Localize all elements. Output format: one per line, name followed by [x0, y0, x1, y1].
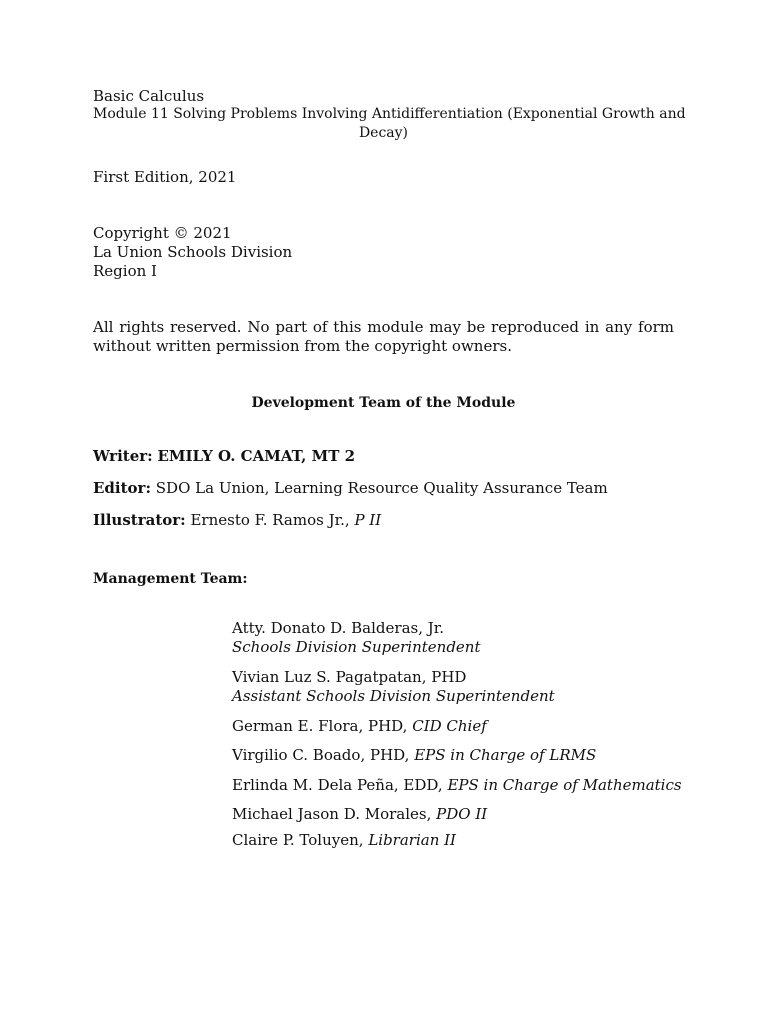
rights-line-1: All rights reserved. No part of this module may be reproduced in any form [93, 318, 674, 336]
illustrator-line [93, 511, 381, 530]
illustrator-name: Ernesto F. Ramos Jr., [190, 511, 350, 529]
member-role: Librarian II [368, 831, 456, 849]
member-line [232, 746, 596, 765]
member-name: Erlinda M. Dela Peña, EDD, [232, 776, 443, 794]
division-line: La Union Schools Division [93, 243, 293, 261]
module-title-line-2: Decay) [358, 125, 409, 141]
member-name: Claire P. Toluyen, [232, 831, 364, 849]
member-line [232, 776, 682, 795]
member-name: Virgilio C. Boado, PHD, [232, 746, 410, 764]
member-role: Assistant Schools Division Superintendent [232, 687, 555, 705]
member-role: EPS in Charge of Mathematics [447, 776, 682, 794]
member-name: German E. Flora, PHD, [232, 717, 408, 735]
member-line [232, 805, 487, 824]
illustrator-label: Illustrator: [93, 511, 186, 529]
member-line [232, 831, 456, 850]
writer-label: Writer: [93, 447, 153, 465]
edition-text: First Edition, 2021 [93, 168, 237, 186]
writer-line [93, 447, 355, 466]
rights-line-2: without written permission from the copyright owners. [93, 337, 512, 355]
member-name: Michael Jason D. Morales, [232, 805, 432, 823]
member-role: Schools Division Superintendent [232, 638, 481, 656]
region-line: Region I [93, 262, 157, 280]
illustrator-role: P II [354, 511, 382, 529]
member-role: CID Chief [412, 717, 487, 735]
dev-team-heading: Development Team of the Module [251, 395, 516, 411]
member-name: Atty. Donato D. Balderas, Jr. [232, 619, 445, 637]
subject-title: Basic Calculus [93, 87, 205, 105]
module-title-line-1: Module 11 Solving Problems Involving Antidifferentiation (Exponential Growth and [93, 106, 686, 122]
editor-label: Editor: [93, 479, 151, 497]
editor-line [93, 479, 608, 498]
member-role: PDO II [436, 805, 488, 823]
member-line [232, 717, 487, 736]
copyright-line: Copyright © 2021 [93, 224, 232, 242]
member-name: Vivian Luz S. Pagatpatan, PHD [232, 668, 467, 686]
management-heading: Management Team: [93, 571, 248, 587]
writer-value: EMILY O. CAMAT, MT 2 [157, 447, 356, 465]
editor-value: SDO La Union, Learning Resource Quality Assurance Team [155, 479, 608, 497]
member-role: EPS in Charge of LRMS [414, 746, 597, 764]
